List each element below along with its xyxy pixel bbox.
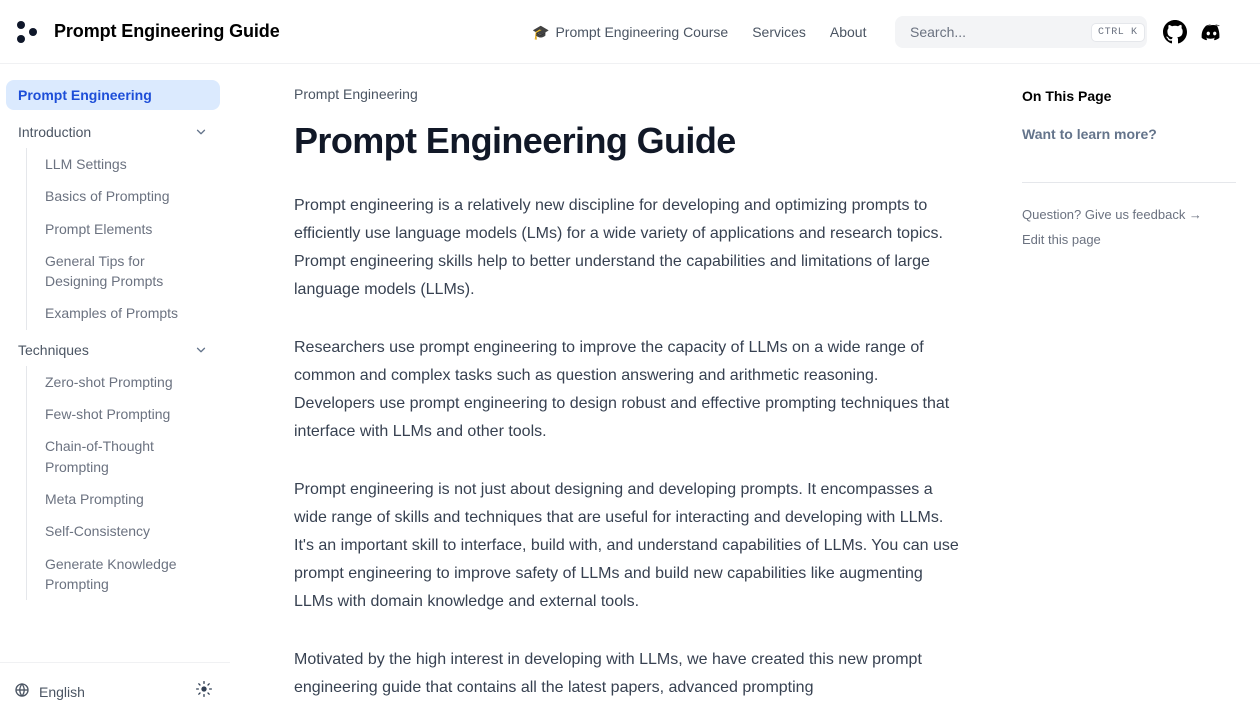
paragraph-2: Researchers use prompt engineering to improve the capacity of LLMs on a wide range of common and complex tasks such as question answering and arithmetic reasoning. Developers use prompt engineering to design robust and effective prompting techniques that interface with LLMs and other tools. — [294, 339, 950, 440]
sidebar-item-chain-of-thought-prompting[interactable]: Chain-of-Thought Prompting — [45, 438, 154, 475]
discord-icon[interactable] — [1199, 20, 1224, 45]
sidebar-group-introduction-items — [26, 148, 220, 330]
page-layout — [0, 64, 1260, 720]
feedback-link[interactable]: Question? Give us feedback → — [1022, 207, 1202, 222]
sidebar-group-introduction[interactable] — [6, 116, 220, 148]
paragraph-3: Prompt engineering is not just about designing and developing prompts. It encompasses a wide range of skills and techniques that are useful for interacting and developing with LLMs. It's an important skill to interface, build with, and understand capabilities of LLMs. You can use prompt engineering to improve safety of LLMs and build new capabilities like augmenting LLMs with domain knowledge and external tools. — [294, 481, 959, 610]
sidebar-nav[interactable] — [0, 64, 230, 662]
on-this-page-sidebar — [1012, 64, 1260, 720]
sidebar-item-llm-settings[interactable]: LLM Settings — [45, 156, 127, 172]
search-box[interactable] — [895, 16, 1147, 48]
sidebar-group-techniques-label: Techniques — [18, 341, 89, 358]
sidebar-item-prompt-elements[interactable]: Prompt Elements — [45, 220, 153, 237]
social-links — [1163, 0, 1224, 64]
page-title: Prompt Engineering Guide — [294, 120, 736, 161]
chevron-down-icon — [194, 125, 208, 139]
chevron-down-icon — [194, 343, 208, 357]
brand-title: Prompt Engineering Guide — [54, 21, 280, 41]
sidebar-footer — [0, 662, 230, 720]
sidebar-item-basics-of-prompting[interactable]: Basics of Prompting — [45, 188, 170, 205]
top-navigation — [532, 0, 866, 64]
three-dots-logo-icon — [16, 19, 42, 45]
nav-item-course[interactable] — [532, 24, 728, 40]
sidebar-item-few-shot-prompting[interactable]: Few-shot Prompting — [45, 406, 171, 423]
sidebar-item-zero-shot-prompting[interactable]: Zero-shot Prompting — [45, 373, 173, 390]
paragraph-1: Prompt engineering is a relatively new discipline for developing and optimizing prompts to efficiently use language models (LMs) for a wide variety of applications and research topics. Prompt engineering skills help to better understand the capabilities and limitations of large language models (LLMs). — [294, 197, 943, 298]
sidebar-item-generate-knowledge-prompting[interactable]: Generate Knowledge Prompting — [45, 555, 177, 592]
sun-icon — [196, 681, 212, 702]
site-header — [0, 0, 1260, 64]
sidebar-item-general-tips[interactable]: General Tips for Designing Prompts — [45, 252, 164, 290]
sidebar-item-prompt-engineering[interactable]: Prompt Engineering — [6, 80, 220, 110]
graduation-cap-icon: 🎓 — [532, 24, 550, 40]
globe-icon — [14, 682, 30, 701]
language-selector[interactable] — [14, 682, 85, 701]
paragraph-4: Motivated by the high interest in developing with LLMs, we have created this new prompt engineering guide that contains all the latest papers, advanced prompting — [294, 651, 922, 696]
toc-divider — [1022, 182, 1236, 183]
breadcrumb: Prompt Engineering — [294, 86, 418, 102]
search-input[interactable] — [910, 24, 1091, 40]
nav-item-services[interactable]: Services — [752, 24, 806, 40]
search-shortcut-badge: CTRL K — [1091, 23, 1145, 42]
brand-link[interactable] — [0, 19, 280, 45]
sidebar-group-techniques[interactable] — [6, 334, 220, 366]
main-content — [230, 64, 1012, 720]
sidebar-item-self-consistency[interactable]: Self-Consistency — [45, 523, 151, 540]
toc-title: On This Page — [1022, 88, 1112, 104]
toc-link-want-to-learn-more[interactable]: Want to learn more? — [1022, 126, 1157, 142]
sidebar-group-introduction-label: Introduction — [18, 124, 92, 140]
sidebar-item-examples-of-prompts[interactable]: Examples of Prompts — [45, 305, 179, 322]
sidebar-group-techniques-items — [26, 366, 220, 600]
nav-item-course-label: Prompt Engineering Course — [555, 24, 729, 40]
search-container — [895, 16, 1147, 48]
edit-page-link[interactable]: Edit this page — [1022, 232, 1101, 247]
theme-toggle-button[interactable] — [196, 681, 212, 702]
sidebar-item-meta-prompting[interactable]: Meta Prompting — [45, 490, 144, 507]
nav-item-about[interactable]: About — [829, 24, 867, 40]
github-icon[interactable] — [1163, 20, 1187, 44]
language-label: English — [39, 683, 85, 700]
left-sidebar — [0, 64, 230, 720]
